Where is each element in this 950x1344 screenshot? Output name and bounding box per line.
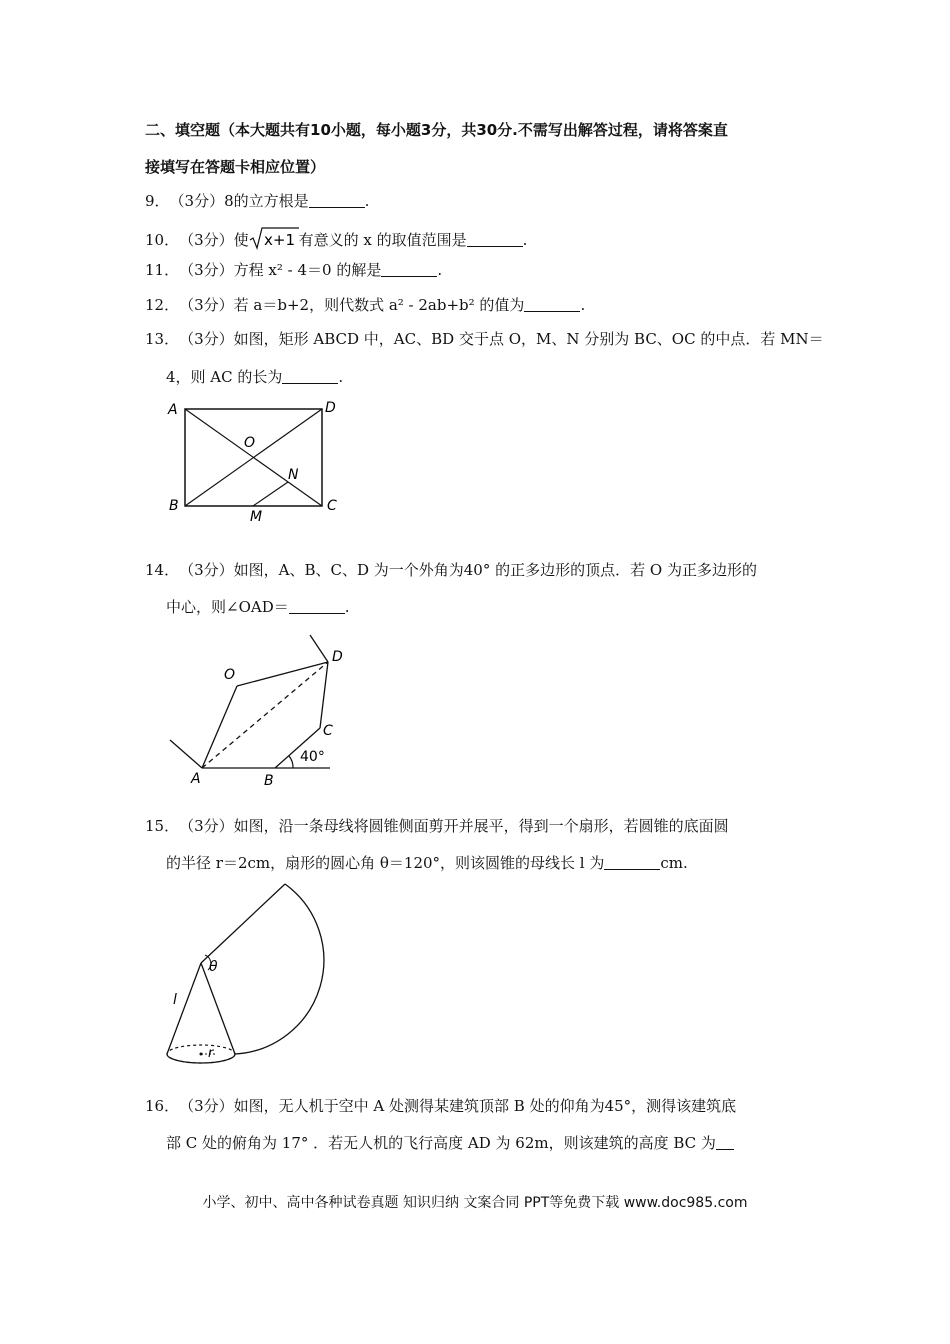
- question-text: 有意义的 x 的取值范围是: [298, 231, 467, 249]
- question-text: .: [344, 598, 350, 616]
- question-14-line1: [145, 560, 757, 580]
- question-text: （3分）若 a＝b+2，则代数式 a² - 2ab+b² 的值为: [179, 296, 525, 314]
- question-number: 12．: [145, 296, 180, 314]
- answer-blank[interactable]: [309, 193, 365, 208]
- section-title-line2: 接填写在答题卡相应位置）: [145, 158, 326, 176]
- answer-blank[interactable]: [467, 232, 523, 247]
- label-angle: 40°: [300, 749, 325, 765]
- question-10: [145, 226, 527, 255]
- section-title-line1: 二、填空题（本大题共有10小题，每小题3分，共30分.不需写出解答过程，请将答案直: [145, 121, 728, 139]
- question-13-line1: [145, 329, 824, 349]
- answer-blank[interactable]: [282, 369, 338, 384]
- label-B: B: [264, 773, 274, 789]
- answer-blank[interactable]: [289, 599, 345, 614]
- question-number: 15．: [145, 817, 180, 835]
- radical-expression: [249, 226, 299, 255]
- label-A: A: [168, 402, 178, 418]
- answer-blank[interactable]: [716, 1135, 734, 1150]
- label-O: O: [244, 435, 256, 451]
- label-l: l: [173, 992, 177, 1008]
- question-15-line1: [145, 816, 729, 836]
- question-text: .: [338, 368, 344, 386]
- question-number: 10．: [145, 231, 180, 249]
- question-16-line2: [166, 1133, 734, 1153]
- question-text: .: [364, 192, 370, 210]
- label-D: D: [332, 649, 343, 665]
- question-14-line2: [166, 597, 350, 617]
- question-text: （3分）如图，沿一条母线将圆锥侧面剪开并展平，得到一个扇形，若圆锥的底面圆: [179, 817, 729, 835]
- question-12: [145, 295, 585, 315]
- question-number: 9．: [145, 192, 170, 210]
- question-text: .: [580, 296, 586, 314]
- question-text: （3分）8的立方根是: [169, 192, 309, 210]
- figure-14-polygon: [160, 625, 360, 790]
- question-16-line1: [145, 1096, 736, 1116]
- question-13-line2: [166, 367, 343, 387]
- question-number: 16．: [145, 1097, 180, 1115]
- question-number: 14．: [145, 561, 180, 579]
- answer-blank[interactable]: [524, 297, 580, 312]
- question-9: [145, 191, 369, 211]
- label-A: A: [191, 771, 201, 787]
- label-B: B: [169, 498, 179, 514]
- question-text: （3分）使: [179, 231, 249, 249]
- label-C: C: [327, 498, 337, 514]
- question-text: .: [437, 261, 443, 279]
- answer-blank[interactable]: [381, 262, 437, 277]
- question-text: cm.: [660, 854, 688, 872]
- label-C: C: [323, 723, 333, 739]
- question-text: （3分）如图，无人机于空中 A 处测得某建筑顶部 B 处的仰角为45°，测得该建筑底: [179, 1097, 737, 1115]
- question-number: 13．: [145, 330, 180, 348]
- answer-blank[interactable]: [604, 855, 660, 870]
- label-theta: θ: [209, 959, 218, 975]
- label-r: r: [208, 1046, 214, 1061]
- svg-text:x+1: x+1: [263, 231, 295, 249]
- label-O: O: [224, 667, 236, 683]
- question-text: （3分）如图，矩形 ABCD 中，AC、BD 交于点 O，M、N 分别为 BC、OC 的中点．若 MN＝: [179, 330, 824, 348]
- question-15-line2: [166, 853, 688, 873]
- question-number: 11．: [145, 261, 180, 279]
- question-text: .: [522, 231, 528, 249]
- figure-13-rectangle: [160, 392, 350, 522]
- question-text: 部 C 处的俯角为 17° ．若无人机的飞行高度 AD 为 62m，则该建筑的高度 BC 为: [166, 1134, 716, 1152]
- question-text: 中心，则∠OAD＝: [166, 598, 289, 616]
- question-11: [145, 260, 442, 280]
- question-text: 的半径 r＝2cm，扇形的圆心角 θ＝120°，则该圆锥的母线长 l 为: [166, 854, 605, 872]
- figure-15-cone-sector: [155, 882, 370, 1072]
- question-text: （3分）方程 x² - 4＝0 的解是: [179, 261, 382, 279]
- label-N: N: [288, 467, 299, 483]
- question-text: 4，则 AC 的长为: [166, 368, 283, 386]
- page-footer: 小学、初中、高中各种试卷真题 知识归纳 文案合同 PPT等免费下载 www.doc985.com: [202, 1195, 748, 1211]
- label-M: M: [250, 509, 263, 522]
- question-text: （3分）如图，A、B、C、D 为一个外角为40° 的正多边形的顶点．若 O 为正多边形的: [179, 561, 757, 579]
- label-D: D: [325, 400, 336, 416]
